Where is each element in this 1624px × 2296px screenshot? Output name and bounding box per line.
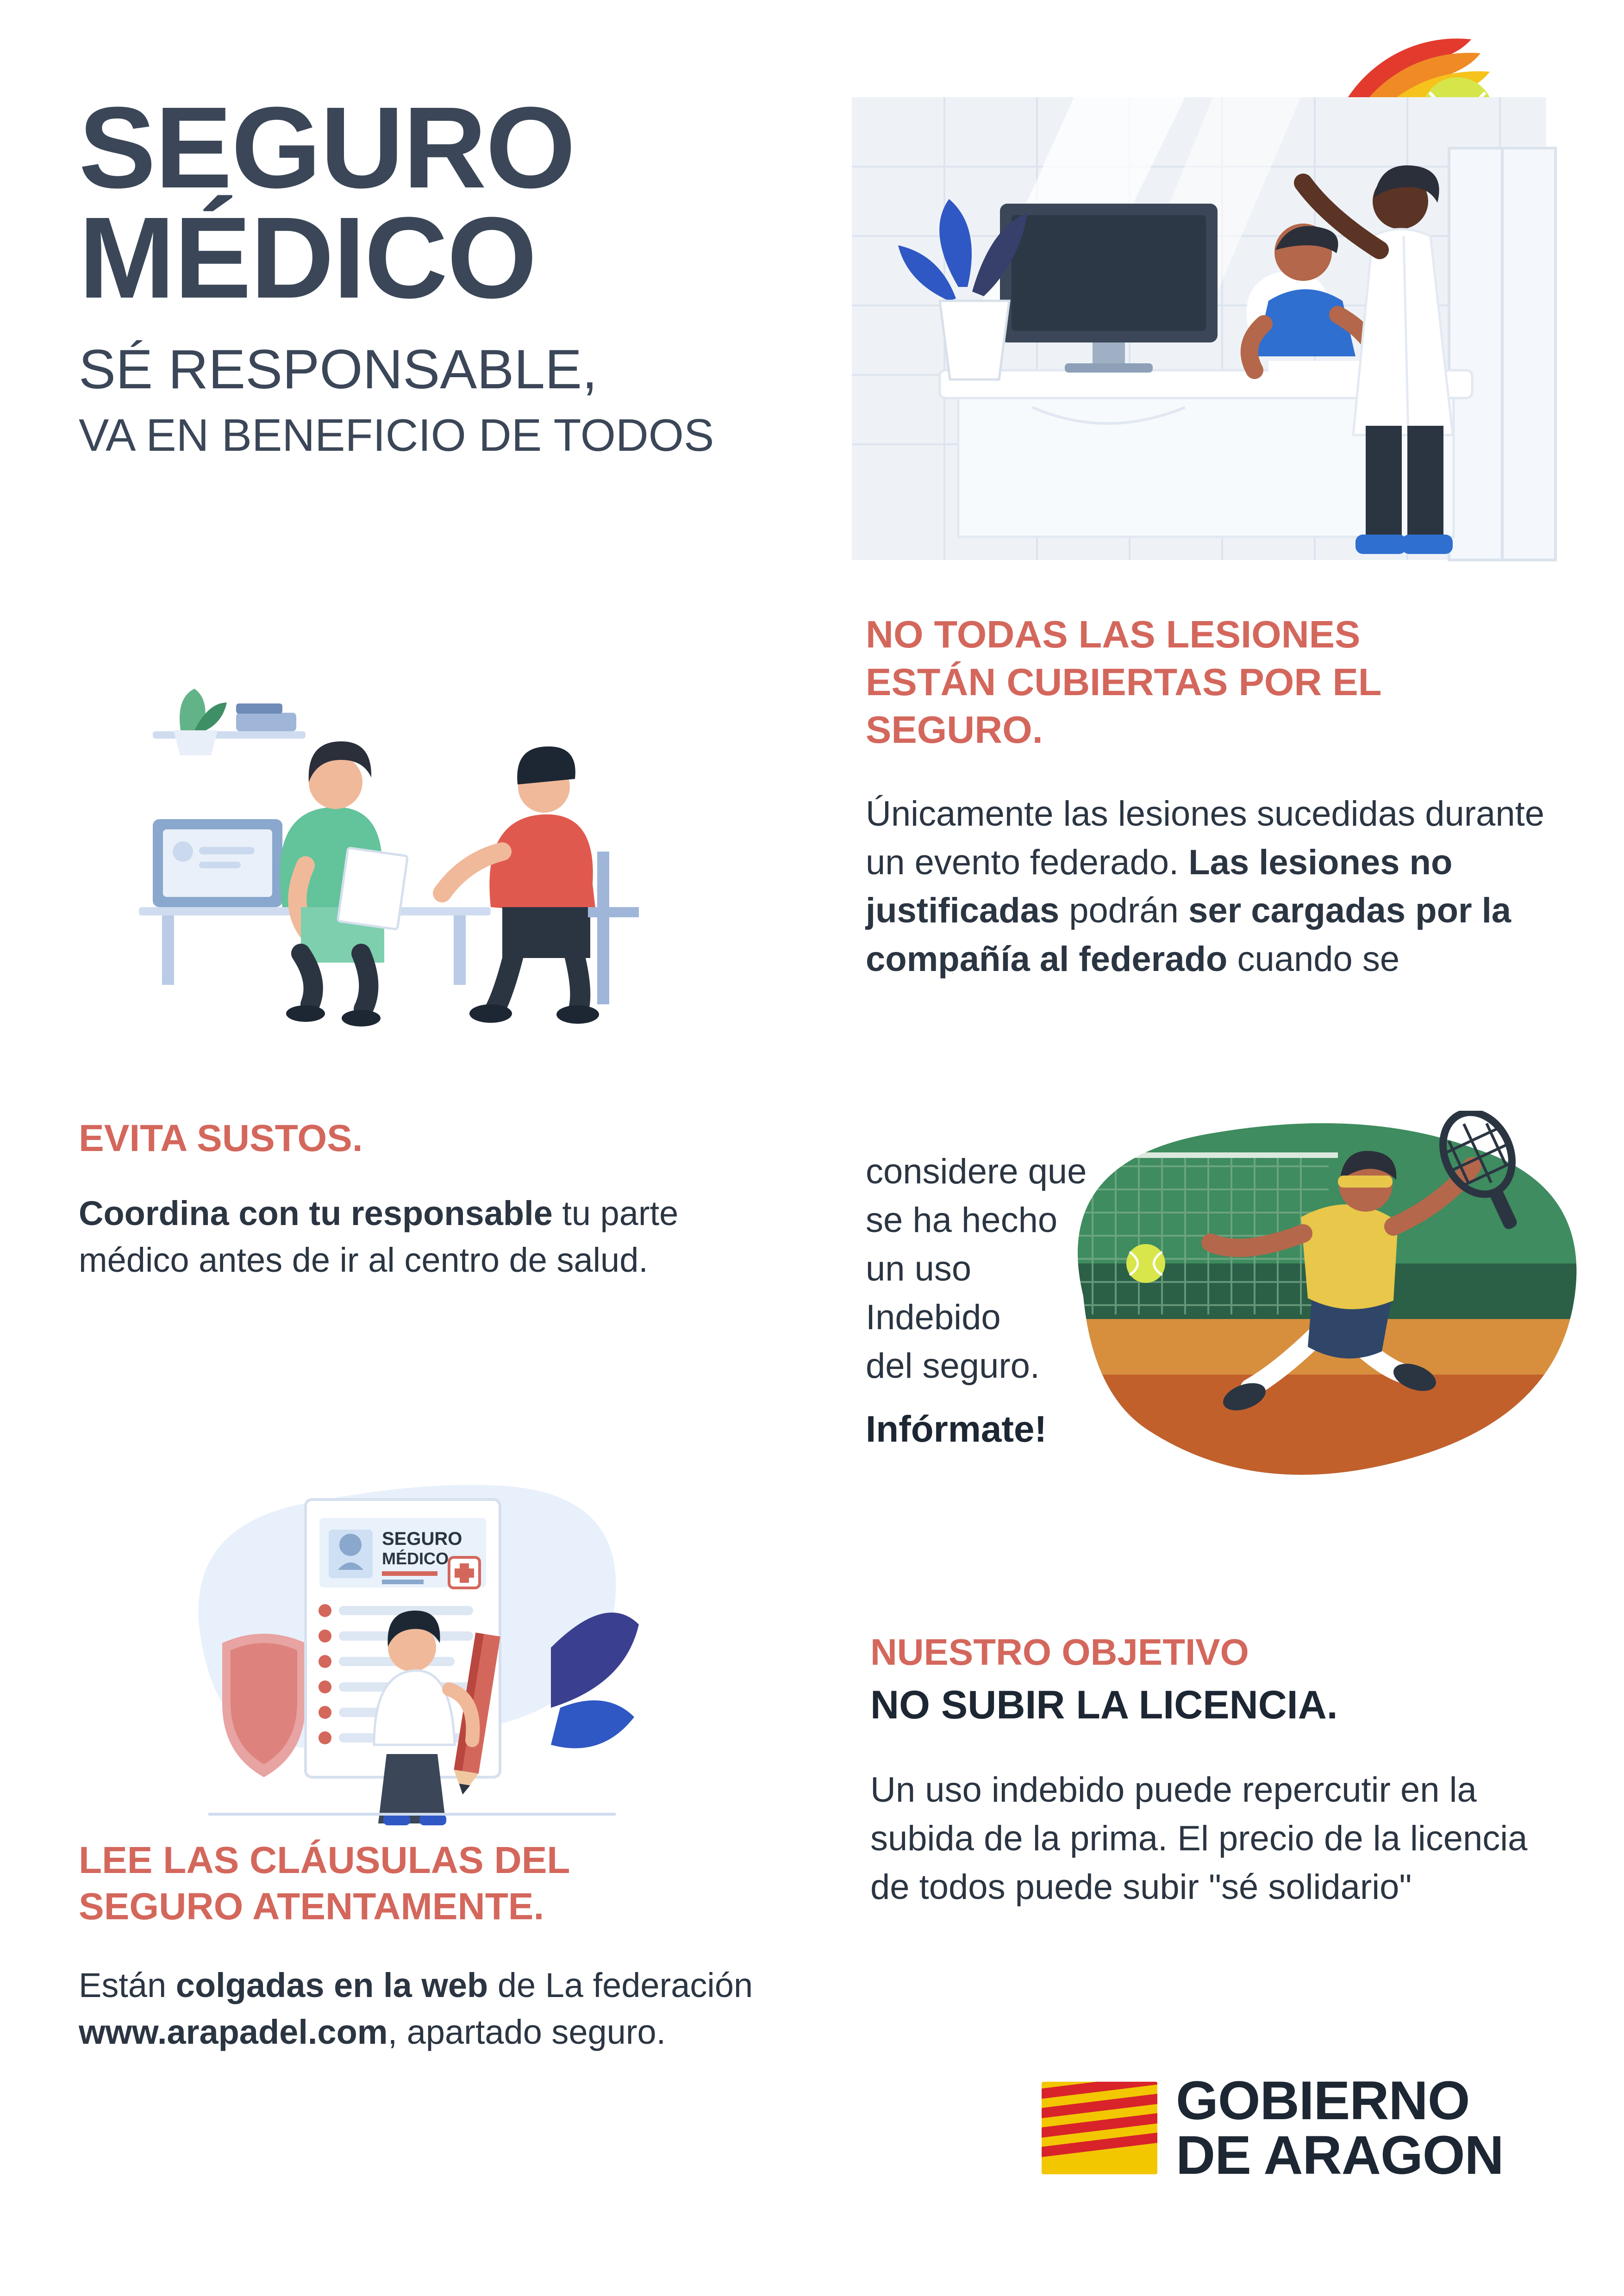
cubiertas-para-bold-1: Las lesiones no justificadas [866,842,1453,931]
clausulas-heading [79,1837,792,1930]
narrow-line-3: un uso [866,1249,972,1288]
subtitle-line-1: SÉ RESPONSABLE, [79,338,598,400]
clausulas-body-part-3: , apartado seguro. [387,2012,666,2051]
evita-sustos-body [79,1190,755,1283]
cubiertas-para-bold-2: ser cargadas por la compañía al federado [866,891,1512,979]
narrow-line-2: se ha hecho [866,1200,1058,1240]
cubiertas-heading-line-3: SEGURO. [866,708,1043,751]
evita-sustos-block [79,1115,755,1283]
insurance-card-illustration [153,1449,671,1837]
subtitle-line-2: VA EN BENEFICIO DE TODOS [79,410,714,460]
cubiertas-narrow-lines [866,1148,1153,1450]
left-column [79,83,801,460]
cubiertas-heading-line-2: ESTÁN CUBIERTAS POR EL [866,660,1382,703]
objetivo-subheading: NO SUBIR LA LICENCIA. [870,1683,1338,1728]
aragon-flag-icon [1042,2082,1157,2174]
objetivo-block [870,1629,1565,1912]
page-title [79,83,801,322]
clausulas-body-part-2: de La federación [488,1966,753,2005]
clausulas-heading-line-1: LEE LAS CLÁUSULAS DEL [79,1839,570,1881]
clausulas-web-link[interactable]: www.arapadel.com [79,2012,388,2051]
evita-sustos-body-bold: Coordina con tu responsable [79,1194,553,1233]
title-line-1: SEGURO [79,83,575,212]
clausulas-body [79,1962,792,2055]
informate-text: Infórmate! [866,1408,1047,1450]
gobierno-text [1176,2070,1504,2186]
gobierno-line-1: GOBIERNO [1176,2070,1470,2131]
svg-text:SEGURO: SEGURO [382,1529,462,1549]
cubiertas-para-part-3: cuando se [1227,940,1400,979]
gobierno-de-aragon-logo [1042,2070,1504,2186]
objetivo-heading: NUESTRO OBJETIVO [870,1631,1249,1673]
title-line-2: MÉDICO [79,193,536,322]
narrow-line-4: Indebido [866,1297,1001,1337]
clausulas-block [79,1837,792,2055]
clausulas-body-bold-1: colgadas en la web [175,1966,488,2005]
right-column-cubiertas [866,611,1546,984]
cubiertas-heading-line-1: NO TODAS LAS LESIONES [866,613,1361,656]
cubiertas-para-part-1: Únicamente las lesiones sucedidas durante un evento federado. [866,794,1544,882]
cubiertas-paragraph [866,790,1546,984]
cubiertas-heading [866,611,1546,754]
clausulas-body-part-1: Están [79,1966,176,2005]
evita-sustos-heading: EVITA SUSTOS. [79,1117,363,1159]
svg-text:MÉDICO: MÉDICO [382,1549,449,1568]
clausulas-heading-line-2: SEGURO ATENTAMENTE. [79,1885,544,1928]
narrow-line-5: del seguro. [866,1346,1040,1386]
evita-sustos-body-rest: tu parte médico antes de ir al centro de salud. [79,1194,679,1279]
narrow-line-1: considere que [866,1152,1087,1191]
medical-reception-illustration [833,83,1593,662]
objetivo-body: Un uso indebido puede repercutir en la subida de la prima. El precio de la licencia de todos puede subir "sé solidario" [870,1770,1528,1907]
two-people-meeting-illustration [83,648,694,1032]
cubiertas-para-part-2: podrán [1059,891,1189,931]
gobierno-line-2: DE ARAGON [1176,2125,1504,2186]
